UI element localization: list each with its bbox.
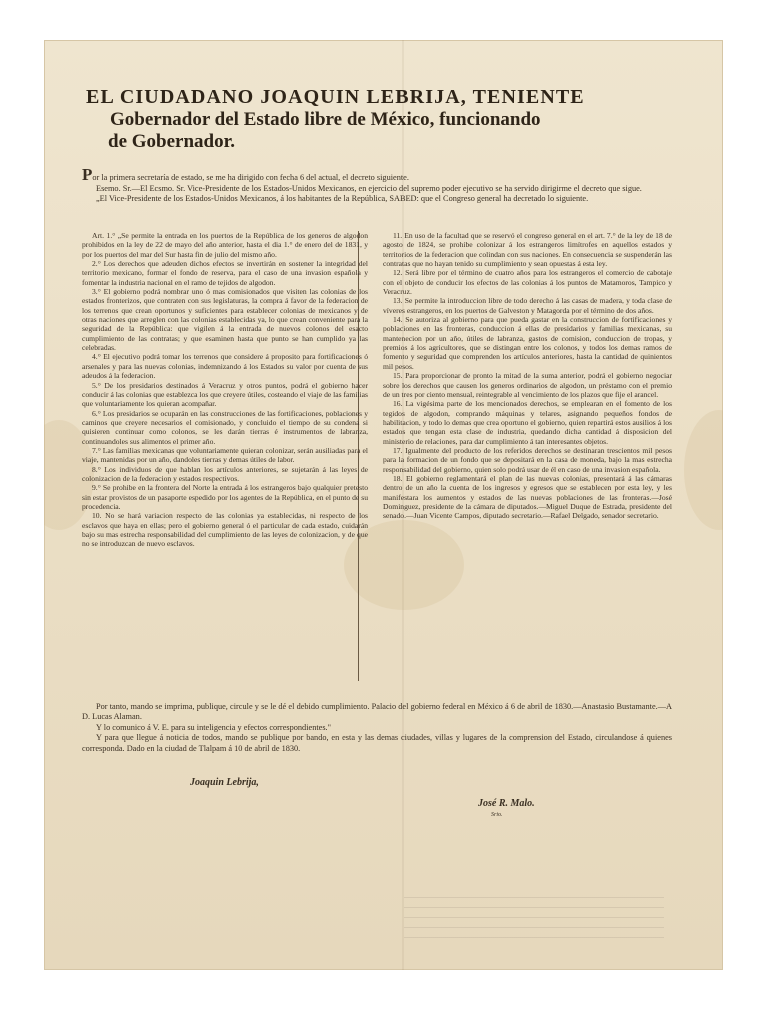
article: 18. El gobierno reglamentará el plan de las nuevas colonias, presentará á las cámaras dentro de un año la cuenta de los ingresos y egresos que se establecen por esta ley, y les manifestara los aumentos y estados de las nuevas poblaciones de las fronteras.—José Dominguez, presidente de la cámara de diputados.—Miguel Duque de Estrada, presidente del senado.—Juan Vicente Campos, diputado secretario.—Rafael Delgado, senador secretario. (383, 473, 672, 521)
articles-left-column (82, 231, 368, 549)
article: 2.° Los derechos que adeuden dichos efectos se invertirán en sostener la integridad del territorio mexicano, formar el fondo de reserva, para el caso de una invasion española y fomentar la industria nacional en el ramo de tejidos de algodon. (82, 259, 368, 287)
article: 15. Para proporcionar de pronto la mitad de la suma anterior, podrá el gobierno negociar sobre los derechos que causen los generos ordinarios de algodon, un préstamo con el premio de un tres por ciento mensual, reintegrable al vencimiento de los plazos que fije el arancel. (383, 371, 672, 399)
article: 3.° El gobierno podrá nombrar uno ó mas comisionados que visiten las colonias de los estados fronterizos, que contraten con sus legislaturas, la compra á favor de la federacion de los terrenos que crean oportunos y suficientes para establecer colonias de mexicanos y de otras naciones que arreglen con las colonias establecidas ya, lo que crean conveniente para la seguridad de la República: que vigilen á la entrada de nuevos colonos del esacto cumplimiento de las contratas; y que esaminen hasta que punto se han cumplido ya las celebradas. (82, 287, 368, 353)
article: 10. No se hará variacion respecto de las colonias ya establecidas, ni respecto de los esclavos que haya en ellas; pero el gobierno general ó el particular de cada estado, cuidarán bajo su mas estrecha responsabilidad del cumplimiento de las leyes de colonizacion, y de que no se introduzcan de nuevo esclavos. (82, 511, 368, 549)
intro-section (82, 165, 672, 205)
article: 11. En uso de la facultad que se reservó el congreso general en el art. 7.° de la ley de 18 de agosto de 1824, se prohibe colonizar á los estrangeros limítrofes en aquellos estados y territorios de la federacion que colindan con sus naciones. En consecuencia se suspenderán las contratas que no hayan tenido su cumplimiento y sean opuestas á esta ley. (383, 231, 672, 269)
heading-line-2: Gobernador del Estado libre de México, funcionando (110, 109, 541, 130)
closing-paragraph-1: Por tanto, mando se imprima, publique, circule y se le dé el debido cumplimiento. Palacio del gobierno federal en México á 6 de abril de 1830.—Anastasio Bustamante.—A D. Lucas Alaman. (82, 702, 672, 722)
intro-paragraph-3: „El Vice-Presidente de los Estados-Unidos Mexicanos, á los habitantes de la República, SABED: que el Congreso general ha decretado lo siguiente. (96, 194, 589, 204)
article: 8.° Los individuos de que hablan los artículos anteriores, se sujetarán á las leyes de colonizacion de la federacion y estados respectivos. (82, 464, 368, 483)
intro-paragraph-1 (82, 165, 672, 184)
drop-cap: P (82, 165, 93, 184)
closing-paragraph-3: Y para que llegue á noticia de todos, mando se publique por bando, en esta y las demas ciudades, villas y lugares de la comprension del Estado, circulandose á quienes corresponda. Dado en la ciudad de Tlalpam á 10 de abril de 1830. (82, 733, 672, 753)
heading-line-3: de Gobernador. (108, 131, 236, 152)
signature-secretary: José R. Malo. (478, 798, 535, 809)
secretary-title: Srio. (491, 812, 503, 818)
stain (684, 410, 723, 530)
intro-text-1: or la primera secretaría de estado, se me ha dirigido con fecha 6 del actual, el decreto siguiente. (92, 173, 409, 182)
article: 7.° Las familias mexicanas que voluntariamente quieran colonizar, serán ausiliadas para el viaje, mantenidas por un año, dandoles tierras y demas útiles de labor. (82, 445, 368, 465)
article: 17. Igualmente del producto de los referidos derechos se destinaran trescientos mil pesos para la formacion de un fondo que se depositará en la casa de moneda, bajo la mas estrecha responsabilidad del gobierno, quien solo podrá usar de él en caso de una invasion española. (383, 445, 672, 474)
article: 9.° Se prohibe en la frontera del Norte la entrada á los estrangeros bajo qualquier pretesto sin estar provistos de un pasaporte espedido por los agentes de la República, en el punto de su procedencia. (82, 483, 368, 511)
article: 14. Se autoriza al gobierno para que pueda gastar en la construccion de fortificaciones y poblaciones en las fronteras, conduccion á ellas de presidarios y familias mexicanas, su mantenecion por un año, útiles de labranza, gastos de comision, conduccion de tropas, y premios á los agricultores, que se distingan entre los colonos, y todos los demas ramos de fomento y seguridad que comprenden los artículos anteriores, hasta la cantidad de quinientos mil pesos. (383, 315, 672, 371)
article: Art. 1.° „Se permite la entrada en los puertos de la República de los generos de algodon prohibidos en la ley de 22 de mayo del año anterior, hasta el dia 1.° de enero del de 1831, y por los puertos del mar del Sur hasta fin de julio del mismo año. (82, 231, 368, 259)
article: 13. Se permite la introduccion libre de todo derecho á las casas de madera, y toda clase de víveres estrangeros, en los puertos de Galveston y Matagorda por el término de dos años. (383, 296, 672, 315)
articles-right-column (383, 231, 672, 521)
article: 4.° El ejecutivo podrá tomar los terrenos que considere á proposito para fortificaciones ó arsenales y para las nuevas colonias, indemnizando á los Estados su valor por cuenta de sus adeudos á la federacion. (82, 352, 368, 381)
article: 12. Será libre por el término de cuatro años para los estrangeros el comercio de cabotaje con el objeto de conducir los efectos de las colonias á los puntos de Matamoros, Tampico y Veracruz. (383, 268, 672, 297)
article: 16. La vigésima parte de los mencionados derechos, se emplearan en el fomento de los tegidos de algodon, comprando máquinas y telares, asignando pequeños fondos de habilitacion, y todo lo demas que crea oportuno el gobierno, quien repartirá estos ausilios á los estados que tengan esta clase de industria, quedando dicha cantidad á disposicion del ministerio de relaciones, para dar cumplimiento á tan interesantes objetos. (383, 399, 672, 446)
document-heading (86, 86, 646, 153)
intro-paragraph-2: Esemo. Sr.—El Ecsmo. Sr. Vice-Presidente de los Estados-Unidos Mexicanos, en ejercicio del supremo poder ejecutivo se ha servido dirigirme el decreto que sigue. (96, 183, 642, 193)
closing-section (82, 702, 672, 754)
closing-paragraph-2: Y lo comunico á V. E. para su inteligencia y efectos correspondientes." (96, 722, 332, 732)
heading-line-1: EL CIUDADANO JOAQUIN LEBRIJA, TENIENTE (86, 86, 585, 108)
article: 6.° Los presidarios se ocuparán en las construcciones de las fortificaciones, poblaciones y caminos que creyere necesarios el comisionado, y concluido el tiempo de su condena si quisieren continuar como colonos, se les darán tierras é instrumentos de labranza, continuandoles sus alimentos el primer año. (82, 408, 368, 446)
article: 5.° De los presidarios destinados á Veracruz y otros puntos, podrá el gobierno hacer conducir á las colonias que establezca los que creyere útiles, costeando el viaje de las familias que voluntariamente los quieran acompañar. (82, 380, 368, 409)
faint-handwriting (404, 888, 664, 948)
signature-governor: Joaquin Lebrija, (190, 777, 259, 788)
